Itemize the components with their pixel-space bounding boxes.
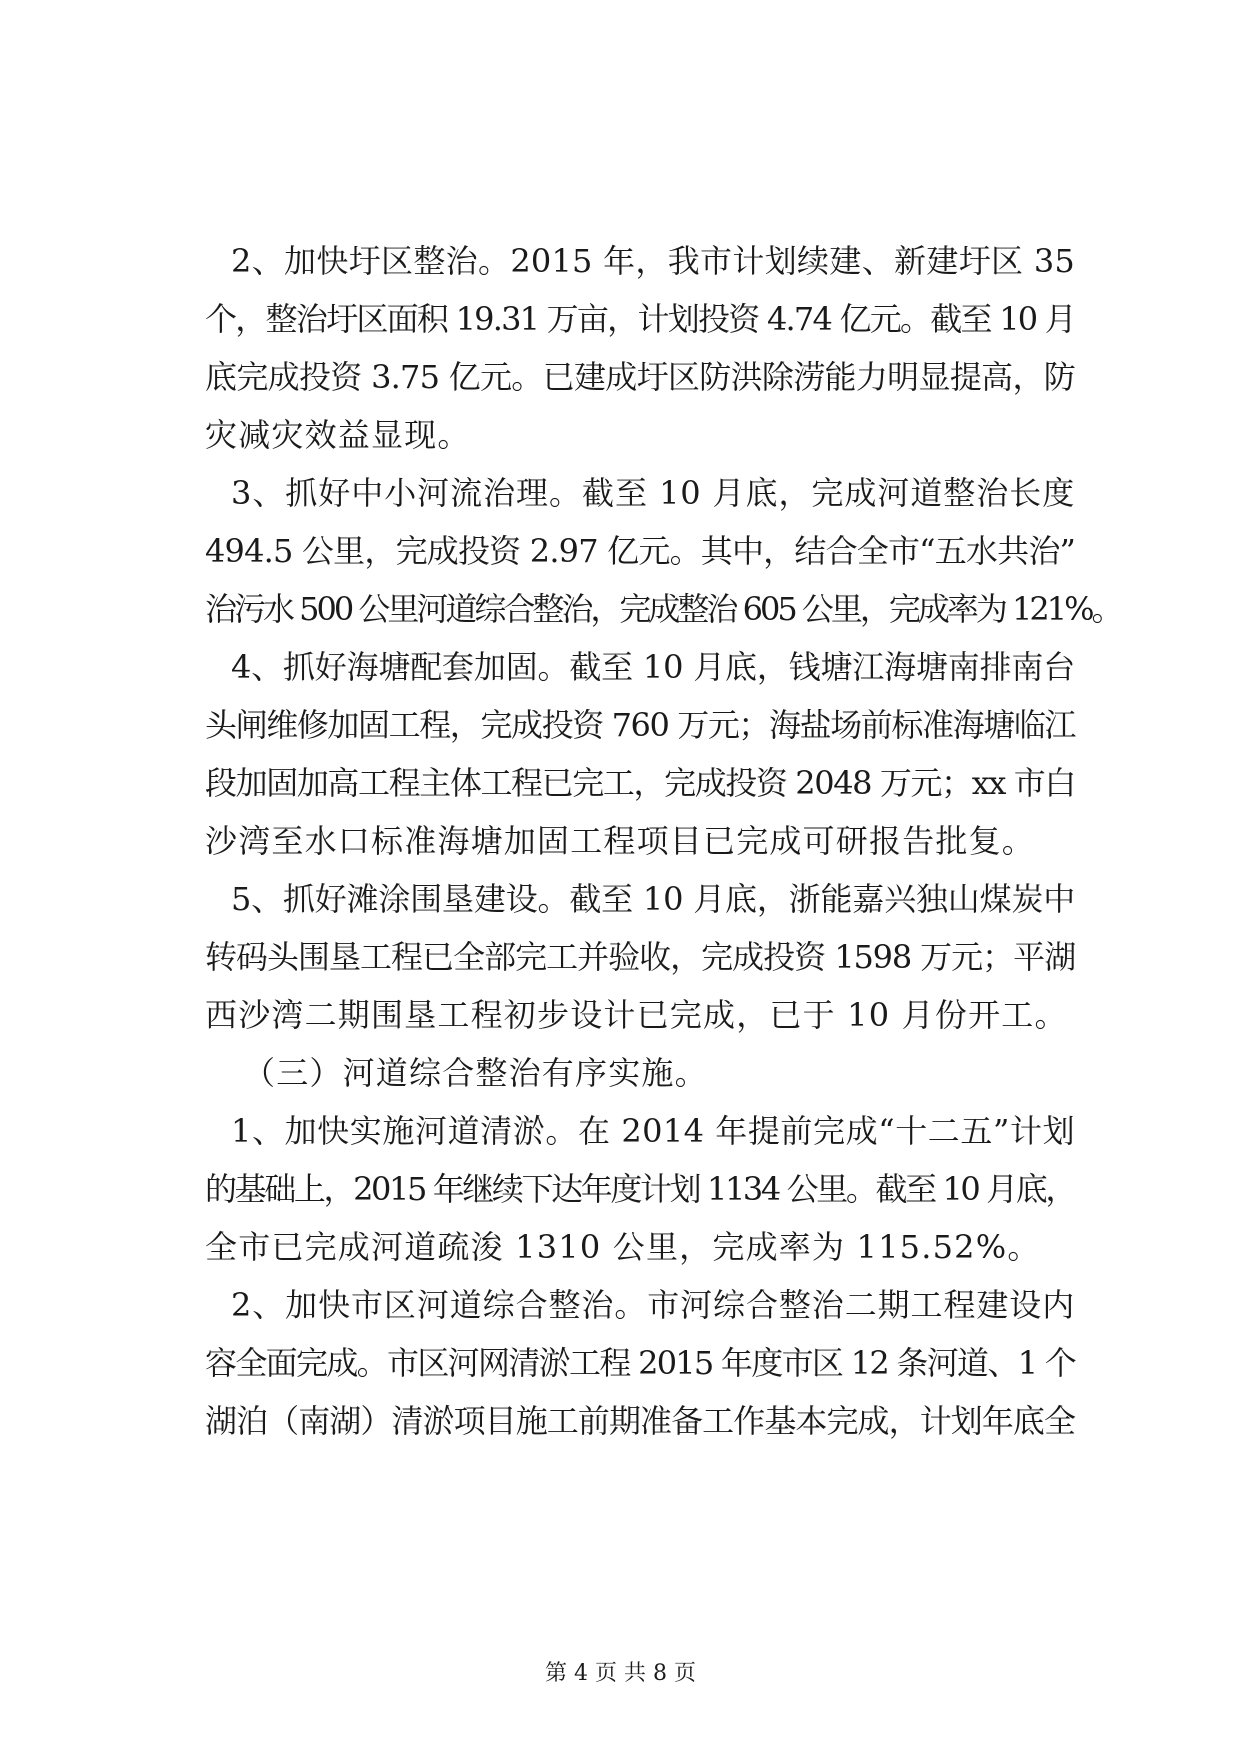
document-body [205, 232, 1121, 1450]
text-line: 1、加快实施河道清淤。在 2014 年提前完成“十二五”计划 [231, 1112, 1075, 1150]
text-line: 转码头围垦工程已全部完工并验收，完成投资 1598 万元；平湖 [205, 938, 1075, 976]
text-line: 2、加快圩区整治。2015 年，我市计划续建、新建圩区 35 [231, 242, 1075, 280]
text-line: 沙湾至水口标准海塘加固工程项目已完成可研报告批复。 [205, 822, 1036, 860]
text-line: 个，整治圩区面积 19.31 万亩，计划投资 4.74 亿元。截至 10 月 [205, 300, 1075, 338]
text-line: 5、抓好滩涂围垦建设。截至 10 月底，浙能嘉兴独山煤炭中 [231, 880, 1075, 918]
text-line: 底完成投资 3.75 亿元。已建成圩区防洪除涝能力明显提高，防 [205, 358, 1075, 396]
page-number-footer: 第 4 页 共 8 页 [545, 1661, 696, 1686]
text-line: 头闸维修加固工程，完成投资 760 万元；海盐场前标准海塘临江 [205, 706, 1076, 744]
text-line: 西沙湾二期围垦工程初步设计已完成，已于 10 月份开工。 [205, 996, 1068, 1034]
text-line: 的基础上，2015 年继续下达年度计划 1134 公里。截至 10 月底， [205, 1170, 1075, 1208]
text-line: 灾减灾效益显现。 [205, 416, 471, 454]
section-heading: （三）河道综合整治有序实施。 [243, 1054, 708, 1092]
text-line: 段加固加高工程主体工程已完工，完成投资 2048 万元；xx 市白 [205, 764, 1075, 802]
text-line: 治污水 500 公里河道综合整治，完成整治 605 公里，完成率为 121%。 [205, 590, 1121, 628]
text-line: 湖泊（南湖）清淤项目施工前期准备工作基本完成，计划年底全 [205, 1402, 1075, 1440]
text-line: 3、抓好中小河流治理。截至 10 月底，完成河道整治长度 [231, 474, 1075, 512]
text-line: 494.5 公里，完成投资 2.97 亿元。其中，结合全市“五水共治” [205, 532, 1076, 570]
text-line: 全市已完成河道疏浚 1310 公里，完成率为 115.52%。 [205, 1228, 1041, 1266]
text-line: 容全面完成。市区河网清淤工程 2015 年度市区 12 条河道、1 个 [205, 1344, 1075, 1382]
text-line: 2、加快市区河道综合整治。市河综合整治二期工程建设内 [231, 1286, 1075, 1324]
text-line: 4、抓好海塘配套加固。截至 10 月底，钱塘江海塘南排南台 [231, 648, 1075, 686]
